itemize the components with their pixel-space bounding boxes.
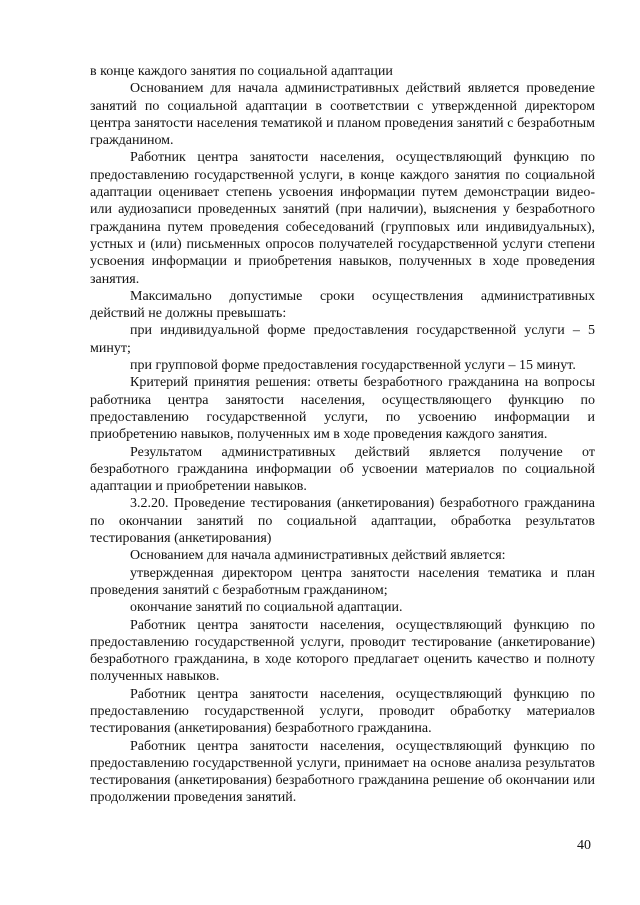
- paragraph-decision: Работник центра занятости населения, осуществляющий функцию по предоставлению государственной услуги, принимает на основе анализа результатов тестирования (анкетирования) безработного гражданина решение об окончании или продолжении проведения занятий.: [90, 738, 595, 806]
- paragraph-individual-form: при индивидуальной форме предоставления государственной услуги – 5 минут;: [90, 323, 595, 356]
- paragraph-assessment: Работник центра занятости населения, осуществляющий функцию по предоставлению государственной услуги, в конце каждого занятия по социальной адаптации оценивает степень усвоения информации путем демонстрации видео- или аудиозаписи проведенных занятий (при наличии), выяснения у безработного гражданина путем проведения собеседований (групповых или индивидуальных), устных и (или) письменных опросов получателей государственной услуги степени усвоения информации и приобретения навыков, полученных в ходе проведения занятия.: [90, 150, 595, 287]
- paragraph-continuation: в конце каждого занятия по социальной адаптации: [90, 64, 393, 79]
- paragraph-approved-topics: утвержденная директором центра занятости населения тематика и план проведения занятий с безработным гражданином;: [90, 565, 595, 598]
- paragraph-decision-criterion: Критерий принятия решения: ответы безработного гражданина на вопросы работника центра занятости населения, осуществляющего функцию по предоставлению государственной услуги, по усвоению информации и приобретению навыков, полученных им в ходе проведения каждого занятия.: [90, 375, 595, 443]
- paragraph-processing: Работник центра занятости населения, осуществляющий функцию по предоставлению государственной услуги, проводит обработку материалов тестирования (анкетирования) безработного гражданина.: [90, 686, 595, 737]
- paragraph-result: Результатом административных действий является получение от безработного гражданина информации об усвоении материалов по социальной адаптации и приобретении навыков.: [90, 444, 595, 495]
- page-number: 40: [577, 838, 591, 853]
- paragraph-end-of-classes: окончание занятий по социальной адаптации.: [130, 600, 403, 616]
- paragraph-basis-2: Основанием для начала административных действий является:: [130, 548, 506, 564]
- section-heading-3-2-20: 3.2.20. Проведение тестирования (анкетирования) безработного гражданина по окончании занятий по социальной адаптации, обработка результатов тестирования (анкетирования): [90, 496, 595, 547]
- paragraph-testing: Работник центра занятости населения, осуществляющий функцию по предоставлению государственной услуги, проводит тестирование (анкетирование) безработного гражданина, в ходе которого предлагает оценить качество и полноту полученных навыков.: [90, 617, 595, 685]
- paragraph-basis: Основанием для начала административных действий является проведение занятий по социальной адаптации в соответствии с утвержденной директором центра занятости населения тематикой и планом проведения занятий с безработным гражданином.: [90, 81, 595, 149]
- paragraph-time-limits: Максимально допустимые сроки осуществления административных действий не должны превышать:: [90, 288, 595, 322]
- document-page: [90, 63, 595, 807]
- paragraph-group-form: при групповой форме предоставления государственной услуги – 15 минут.: [130, 358, 576, 374]
